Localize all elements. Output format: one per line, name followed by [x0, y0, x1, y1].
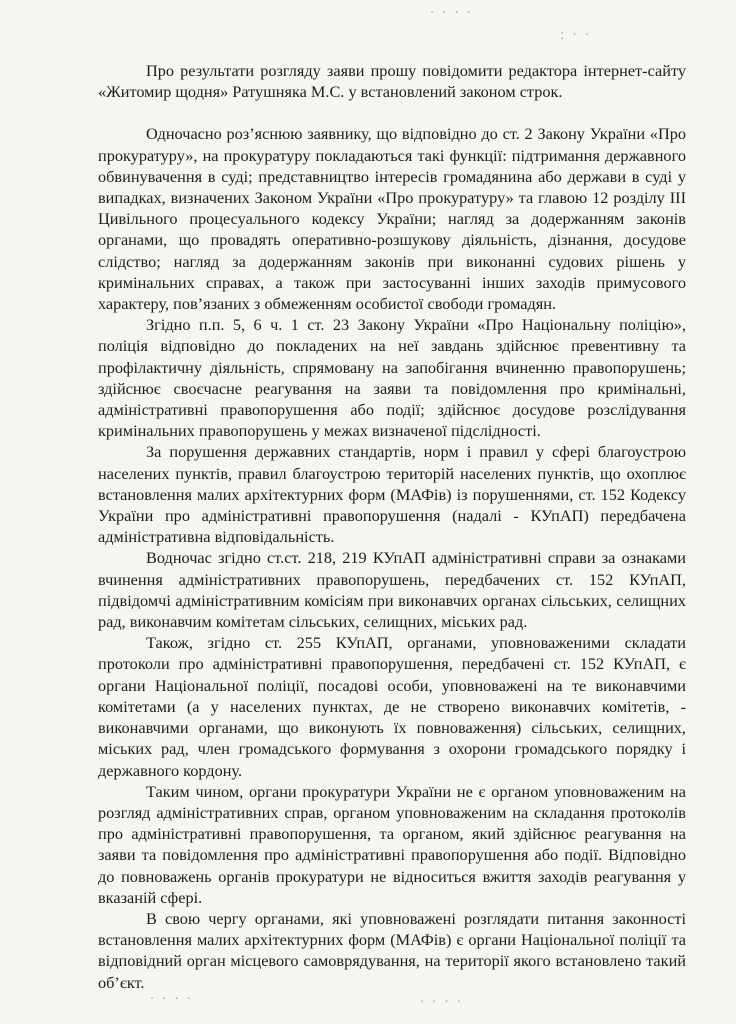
paragraph-5: Водночас згідно ст.ст. 218, 219 КУпАП адміністративні справи за ознаками вчинення адміністративних правопорушень, передбачених ст. 152 КУпАП, підвідомчі адміністративним комісіям при виконавчих органах сільських, селищних рад, виконавчим комітетам сільських, селищних, міських рад. [98, 548, 686, 632]
paragraph-4: За порушення державних стандартів, норм і правил у сфері благоустрою населених пунктів, правил благоустрою територій населених пунктів, що охоплює встановлення малих архітектурних форм (МАФів) із порушеннями, ст. 152 Кодексу України про адміністративні правопорушення (надалі - КУпАП) передбачена адміністративна відповідальність. [98, 442, 686, 547]
paragraph-8: В свою чергу органами, які уповноважені розглядати питання законності встановлення малих архітектурних форм (МАФів) є органи Національної поліції та відповідний орган місцевого самоврядування, на території якого встановлено такий об’єкт. [98, 908, 686, 992]
paragraph-7: Таким чином, органи прокуратури України не є органом уповноваженим на розгляд адміністративних справ, органом уповноваженим на складання протоколів про адміністративні правопорушення, та органом, який здійснює реагування на заяви та повідомлення про адміністративні правопорушення або події. Відповідно до повноважень органів прокуратури не відноситься вжиття заходів реагування у вказаній сфері. [98, 781, 686, 907]
paragraph-2: Одночасно роз’яснюю заявнику, що відповідно до ст. 2 Закону України «Про прокуратуру», на прокуратуру покладаються такі функції: підтримання державного обвинувачення в суді; представництво інтересів громадянина або держави в суді у випадках, визначених Законом України «Про прокуратуру» та главою 12 розділу III Цивільного процесуального кодексу України; нагляд за додержанням законів органами, що провадять оперативно-розшукову діяльність, дізнання, досудове слідство; нагляд за додержанням законів при виконанні судових рішень у кримінальних справах, а також при застосуванні інших заходів примусового характеру, пов’язаних з обмеженням особистої свободи громадян. [98, 124, 686, 314]
paragraph-1: Про результати розгляду заяви прошу повідомити редактора інтернет-сайту «Житомир щодня» Ратушняка М.С. у встановлений законом строк. [98, 61, 686, 102]
paragraph-6: Також, згідно ст. 255 КУпАП, органами, уповноваженими складати протоколи про адміністративні правопорушення, передбачені ст. 152 КУпАП, є органи Національної поліції, посадові особи, уповноважені на те виконавчими комітетами (а у населених пунктах, де не створено виконавчих комітетів, - виконавчими органами, що виконують їх повноваження) сільських, селищних, міських рад, член громадського формування з охорони громадського порядку і державного кордону. [98, 633, 686, 780]
paragraph-3: Згідно п.п. 5, 6 ч. 1 ст. 23 Закону України «Про Національну поліцію», поліція відповідно до покладених на неї завдань здійснює превентивну та профілактичну діяльність, спрямовану на запобігання вчиненню правопорушень; здійснює своєчасне реагування на заяви та повідомлення про кримінальні, адміністративні правопорушення або події; здійснює досудове розслідування кримінальних правопорушень у межах визначеної підслідності. [98, 315, 686, 441]
scan-mark-bottom-right: · · · · [420, 995, 463, 1010]
scan-mark-top-right: : · · [560, 28, 591, 43]
document-page [98, 60, 686, 993]
scan-mark-bottom: · · · · [150, 992, 193, 1007]
scan-mark-top: · · · · [430, 6, 473, 21]
